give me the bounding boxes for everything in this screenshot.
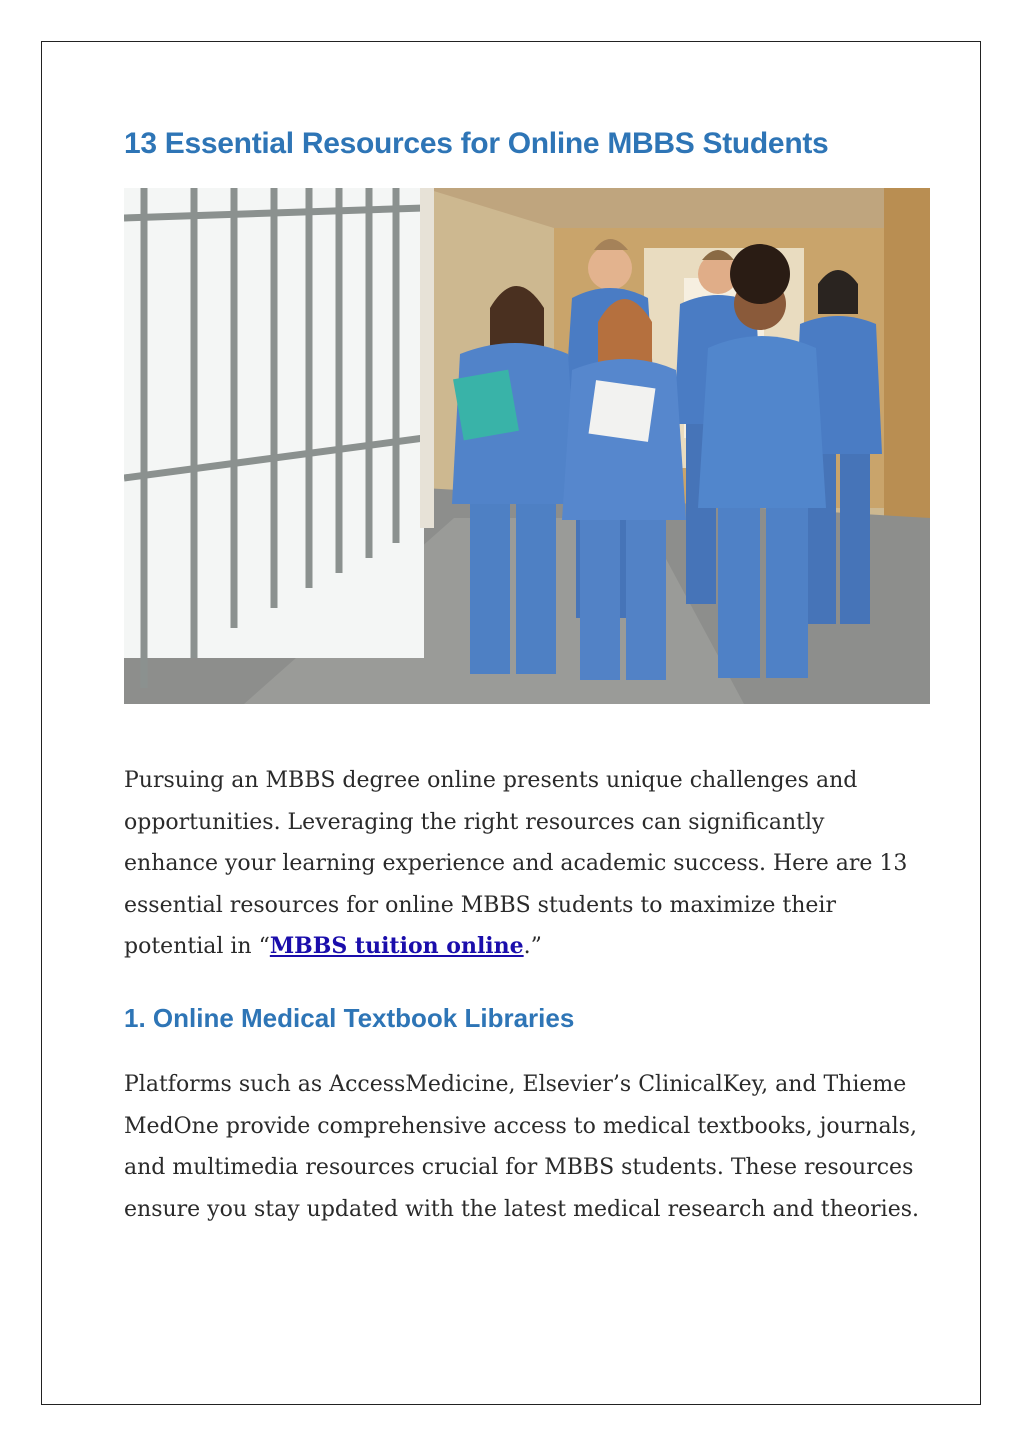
section-paragraph: Platforms such as AccessMedicine, Elsevier’s ClinicalKey, and Thieme MedOne provide comprehensive access to medical textbooks, journals, and multimedia resources crucial for MBBS students. These resources ensure you stay updated with the latest medical research and theories. [124, 1072, 920, 1222]
intro-text: Pursuing an MBBS degree online presents unique challenges and opportunities. Leveraging the right resources can significantly enhance your learning experience and academic success. Here are 13 essential resources for online MBBS students to maximize their potential in “ [124, 768, 908, 959]
mbbs-tuition-online-link[interactable]: MBBS tuition online [269, 933, 524, 959]
intro-text-end: .” [523, 934, 542, 959]
page-title: 13 Essential Resources for Online MBBS Students [124, 127, 829, 160]
intro-paragraph [124, 760, 924, 968]
hero-image [124, 188, 930, 704]
section-heading: 1. Online Medical Textbook Libraries [124, 1003, 575, 1033]
